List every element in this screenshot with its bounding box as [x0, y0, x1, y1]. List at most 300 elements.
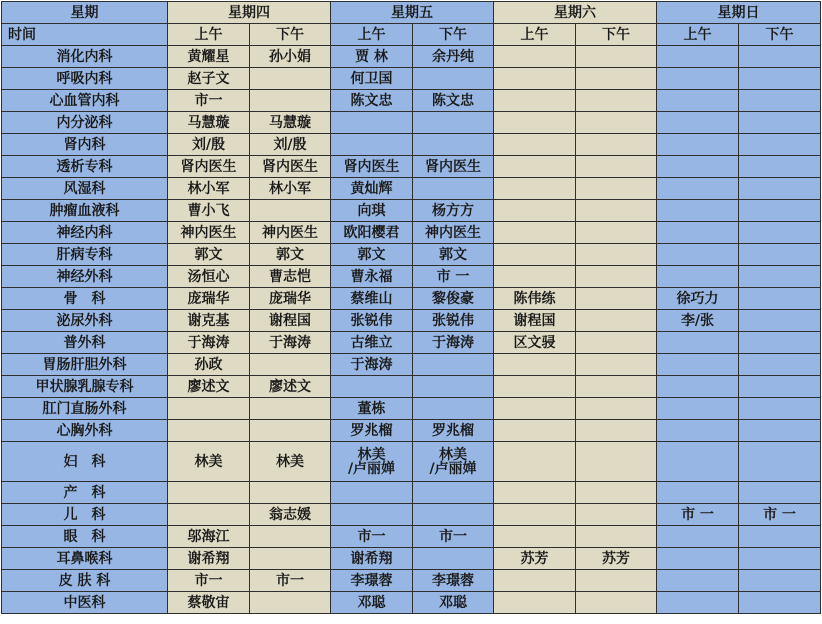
doctor-name: 郭文	[194, 246, 223, 263]
doctor-cell	[657, 442, 739, 482]
doctor-cell	[576, 46, 657, 68]
doctor-cell	[494, 570, 576, 592]
doctor-cell	[657, 266, 739, 288]
table-row	[2, 570, 821, 592]
doctor-name: 曹永福	[350, 268, 393, 285]
doctor-cell	[494, 178, 576, 200]
doctor-cell	[413, 266, 494, 288]
doctor-cell	[168, 288, 250, 310]
doctor-cell	[576, 592, 657, 614]
doctor-name: 林美	[194, 453, 223, 470]
doctor-cell	[250, 244, 331, 266]
doctor-name: 市 一	[681, 506, 714, 523]
doctor-cell	[168, 526, 250, 548]
doctor-cell	[168, 504, 250, 526]
doctor-name: 肾内医生	[343, 158, 400, 175]
day-header: 星期日	[657, 2, 821, 24]
doctor-cell	[168, 266, 250, 288]
doctor-name: 神内医生	[180, 224, 237, 241]
doctor-cell	[739, 482, 821, 504]
schedule-body	[2, 46, 821, 614]
doctor-cell	[331, 526, 413, 548]
doctor-cell	[576, 420, 657, 442]
doctor-cell	[250, 68, 331, 90]
doctor-name: 黎俊豪	[432, 290, 474, 307]
doctor-cell	[739, 354, 821, 376]
department-name: 肝病专科	[2, 244, 168, 266]
table-row	[2, 288, 821, 310]
table-row	[2, 266, 821, 288]
doctor-cell	[413, 222, 494, 244]
table-row	[2, 482, 821, 504]
doctor-name: 谢希翔	[187, 550, 230, 567]
doctor-name: 区文骎	[513, 334, 556, 351]
period-header: 下午	[413, 24, 494, 46]
doctor-cell	[331, 482, 413, 504]
table-row	[2, 112, 821, 134]
doctor-cell	[250, 420, 331, 442]
corner-weekday-label: 星期	[2, 2, 168, 24]
table-row	[2, 398, 821, 420]
doctor-name: 何卫国	[350, 70, 393, 87]
day-header: 星期六	[494, 2, 657, 24]
doctor-cell	[657, 46, 739, 68]
doctor-cell	[739, 90, 821, 112]
doctor-name: 蔡维山	[350, 290, 393, 307]
doctor-name: 肾内医生	[180, 158, 237, 175]
doctor-cell	[494, 310, 576, 332]
header-days-row	[2, 2, 821, 24]
doctor-cell	[413, 68, 494, 90]
table-row	[2, 178, 821, 200]
doctor-cell	[576, 266, 657, 288]
doctor-cell	[168, 222, 250, 244]
doctor-cell	[168, 178, 250, 200]
table-row	[2, 156, 821, 178]
doctor-cell	[168, 156, 250, 178]
doctor-cell	[494, 222, 576, 244]
doctor-cell	[739, 570, 821, 592]
doctor-name: 古维立	[350, 334, 393, 351]
doctor-cell	[739, 178, 821, 200]
department-name: 内分泌科	[2, 112, 168, 134]
department-name: 肛门直肠外科	[2, 398, 168, 420]
doctor-name: 李璟蓉	[350, 572, 393, 589]
doctor-cell	[413, 592, 494, 614]
doctor-cell	[739, 332, 821, 354]
doctor-cell	[331, 244, 413, 266]
doctor-cell	[331, 310, 413, 332]
doctor-name: 张锐伟	[432, 312, 474, 329]
doctor-cell	[331, 288, 413, 310]
doctor-cell	[250, 310, 331, 332]
doctor-name: 黄灿辉	[350, 180, 393, 197]
doctor-cell	[250, 376, 331, 398]
doctor-cell	[331, 134, 413, 156]
doctor-cell	[739, 398, 821, 420]
department-name: 呼吸内科	[2, 68, 168, 90]
period-header: 下午	[739, 24, 821, 46]
doctor-cell	[413, 526, 494, 548]
doctor-name: 市一	[439, 528, 467, 545]
doctor-name: 翁志媛	[269, 506, 311, 523]
doctor-cell	[168, 442, 250, 482]
doctor-cell	[494, 332, 576, 354]
day-header: 星期五	[331, 2, 494, 24]
doctor-cell	[494, 376, 576, 398]
doctor-cell	[657, 68, 739, 90]
doctor-name: 庞瑞华	[269, 290, 311, 307]
doctor-name: 林小军	[187, 180, 230, 197]
doctor-cell	[657, 376, 739, 398]
doctor-cell	[168, 420, 250, 442]
doctor-cell	[657, 504, 739, 526]
doctor-cell	[494, 526, 576, 548]
doctor-name: 董栋	[357, 400, 386, 417]
period-header: 下午	[250, 24, 331, 46]
doctor-cell	[413, 178, 494, 200]
doctor-name: 市 一	[436, 268, 470, 285]
table-row	[2, 134, 821, 156]
department-name: 中医科	[2, 592, 168, 614]
doctor-cell	[739, 200, 821, 222]
doctor-name: 廖述文	[187, 378, 230, 395]
doctor-name: 罗兆榴	[350, 422, 393, 439]
doctor-cell	[168, 134, 250, 156]
period-header: 下午	[576, 24, 657, 46]
doctor-name: 于海涛	[350, 356, 393, 373]
doctor-name: 陈文忠	[350, 92, 393, 109]
doctor-cell	[494, 266, 576, 288]
doctor-cell	[739, 504, 821, 526]
doctor-cell	[494, 46, 576, 68]
doctor-cell	[250, 200, 331, 222]
doctor-cell	[413, 354, 494, 376]
doctor-cell	[331, 570, 413, 592]
doctor-cell	[168, 570, 250, 592]
doctor-cell	[413, 482, 494, 504]
doctor-name: 神内医生	[425, 224, 481, 241]
table-row	[2, 376, 821, 398]
doctor-cell	[250, 112, 331, 134]
doctor-cell	[413, 90, 494, 112]
clinic-schedule-table	[1, 1, 821, 614]
doctor-name: 廖述文	[269, 378, 311, 395]
table-row	[2, 68, 821, 90]
doctor-cell	[494, 482, 576, 504]
doctor-cell	[250, 526, 331, 548]
doctor-cell	[494, 420, 576, 442]
doctor-cell	[250, 178, 331, 200]
doctor-cell	[331, 592, 413, 614]
table-row	[2, 420, 821, 442]
doctor-cell	[331, 376, 413, 398]
department-name: 胃肠肝胆外科	[2, 354, 168, 376]
doctor-cell	[739, 592, 821, 614]
doctor-name: 谢希翔	[350, 550, 393, 567]
doctor-cell	[250, 548, 331, 570]
doctor-cell	[576, 244, 657, 266]
doctor-cell	[576, 310, 657, 332]
doctor-cell	[250, 398, 331, 420]
doctor-cell	[739, 244, 821, 266]
doctor-cell	[576, 112, 657, 134]
doctor-cell	[739, 222, 821, 244]
doctor-name: 邓聪	[439, 594, 467, 611]
doctor-cell	[494, 592, 576, 614]
doctor-cell	[331, 354, 413, 376]
doctor-cell	[413, 244, 494, 266]
doctor-cell	[168, 90, 250, 112]
doctor-name: 庞瑞华	[187, 290, 230, 307]
doctor-cell	[739, 420, 821, 442]
doctor-cell	[331, 156, 413, 178]
doctor-cell	[657, 332, 739, 354]
doctor-cell	[331, 68, 413, 90]
doctor-cell	[168, 398, 250, 420]
doctor-cell	[413, 156, 494, 178]
doctor-cell	[413, 134, 494, 156]
doctor-cell	[739, 548, 821, 570]
doctor-cell	[331, 332, 413, 354]
doctor-cell	[413, 570, 494, 592]
doctor-cell	[657, 548, 739, 570]
doctor-name: 市一	[357, 528, 386, 545]
doctor-cell	[168, 68, 250, 90]
doctor-cell	[413, 548, 494, 570]
doctor-cell	[250, 288, 331, 310]
doctor-cell	[168, 592, 250, 614]
doctor-cell	[576, 288, 657, 310]
doctor-cell	[413, 310, 494, 332]
doctor-name: /卢丽婵	[347, 460, 396, 477]
table-row	[2, 332, 821, 354]
doctor-cell	[494, 68, 576, 90]
period-header: 上午	[494, 24, 576, 46]
department-name: 透析专科	[2, 156, 168, 178]
doctor-cell	[413, 332, 494, 354]
table-row	[2, 90, 821, 112]
doctor-cell	[168, 200, 250, 222]
doctor-cell	[331, 90, 413, 112]
doctor-cell	[168, 354, 250, 376]
doctor-cell	[657, 134, 739, 156]
doctor-cell	[331, 222, 413, 244]
table-row	[2, 354, 821, 376]
doctor-name: 林美	[357, 446, 386, 463]
doctor-name: 神内医生	[262, 224, 318, 241]
doctor-cell	[739, 134, 821, 156]
department-name: 妇 科	[2, 442, 168, 482]
doctor-cell	[576, 178, 657, 200]
department-name: 神经内科	[2, 222, 168, 244]
doctor-name: 林美	[276, 453, 304, 470]
doctor-cell	[168, 482, 250, 504]
doctor-cell	[168, 244, 250, 266]
doctor-name: 贾 林	[355, 48, 388, 65]
doctor-cell	[168, 310, 250, 332]
department-name: 神经外科	[2, 266, 168, 288]
doctor-name: 欧阳樱君	[343, 224, 400, 241]
doctor-cell	[657, 420, 739, 442]
doctor-cell	[250, 332, 331, 354]
doctor-name: 黄耀星	[187, 48, 230, 65]
doctor-cell	[657, 570, 739, 592]
doctor-cell	[331, 548, 413, 570]
doctor-name: 孙小娟	[269, 48, 311, 65]
doctor-cell	[739, 442, 821, 482]
doctor-cell	[494, 288, 576, 310]
doctor-name: 李/张	[680, 312, 715, 329]
doctor-cell	[494, 398, 576, 420]
doctor-cell	[657, 592, 739, 614]
doctor-cell	[739, 112, 821, 134]
department-name: 消化内科	[2, 46, 168, 68]
doctor-cell	[168, 376, 250, 398]
doctor-cell	[576, 200, 657, 222]
doctor-cell	[576, 482, 657, 504]
department-name: 普外科	[2, 332, 168, 354]
doctor-name: /卢丽婵	[429, 460, 477, 477]
table-row	[2, 46, 821, 68]
department-name: 肿瘤血液科	[2, 200, 168, 222]
table-row	[2, 200, 821, 222]
doctor-cell	[331, 266, 413, 288]
doctor-cell	[576, 548, 657, 570]
doctor-name: 谢程国	[269, 312, 311, 329]
doctor-name: 于海涛	[187, 334, 230, 351]
doctor-name: 孙政	[194, 356, 223, 373]
doctor-cell	[494, 548, 576, 570]
doctor-cell	[494, 504, 576, 526]
doctor-cell	[250, 266, 331, 288]
doctor-cell	[739, 68, 821, 90]
header-periods-row	[2, 24, 821, 46]
doctor-name: 邬海江	[187, 528, 230, 545]
doctor-cell	[657, 288, 739, 310]
doctor-name: 肾内医生	[262, 158, 318, 175]
doctor-cell	[657, 482, 739, 504]
corner-time-label: 时间	[2, 24, 168, 46]
doctor-cell	[657, 178, 739, 200]
doctor-cell	[576, 376, 657, 398]
doctor-name: 陈伟练	[513, 290, 556, 307]
doctor-name: 林美	[439, 446, 467, 463]
doctor-cell	[413, 200, 494, 222]
table-row	[2, 442, 821, 482]
doctor-cell	[739, 156, 821, 178]
doctor-name: 余丹纯	[432, 48, 474, 65]
doctor-name: 罗兆榴	[432, 422, 474, 439]
doctor-name: 徐巧力	[676, 290, 719, 307]
doctor-cell	[576, 222, 657, 244]
doctor-cell	[331, 178, 413, 200]
doctor-cell	[331, 398, 413, 420]
doctor-cell	[657, 222, 739, 244]
doctor-cell	[657, 398, 739, 420]
doctor-cell	[494, 90, 576, 112]
doctor-name: 郭文	[439, 246, 467, 263]
period-header: 上午	[657, 24, 739, 46]
doctor-name: 肾内医生	[425, 158, 481, 175]
department-name: 心胸外科	[2, 420, 168, 442]
period-header: 上午	[168, 24, 250, 46]
doctor-cell	[413, 420, 494, 442]
doctor-cell	[739, 310, 821, 332]
doctor-cell	[739, 288, 821, 310]
doctor-name: 市 一	[763, 506, 796, 523]
doctor-cell	[494, 244, 576, 266]
department-name: 心血管内科	[2, 90, 168, 112]
doctor-cell	[657, 310, 739, 332]
doctor-cell	[250, 592, 331, 614]
doctor-cell	[250, 570, 331, 592]
doctor-cell	[494, 112, 576, 134]
table-row	[2, 504, 821, 526]
doctor-cell	[739, 266, 821, 288]
doctor-cell	[739, 376, 821, 398]
doctor-cell	[576, 90, 657, 112]
doctor-cell	[168, 46, 250, 68]
department-name: 儿 科	[2, 504, 168, 526]
doctor-name: 马慧璇	[187, 114, 230, 131]
doctor-name: 于海涛	[269, 334, 311, 351]
table-row	[2, 244, 821, 266]
doctor-name: 郭文	[357, 246, 386, 263]
doctor-cell	[250, 156, 331, 178]
doctor-cell	[576, 134, 657, 156]
doctor-name: 于海涛	[432, 334, 474, 351]
doctor-cell	[657, 526, 739, 548]
doctor-name: 苏芳	[520, 550, 549, 567]
doctor-cell	[739, 46, 821, 68]
doctor-cell	[413, 442, 494, 482]
doctor-cell	[657, 112, 739, 134]
doctor-name: 市一	[194, 92, 223, 109]
doctor-name: 陈文忠	[432, 92, 474, 109]
doctor-cell	[576, 332, 657, 354]
doctor-cell	[413, 288, 494, 310]
doctor-name: 刘/殷	[273, 136, 307, 153]
day-header: 星期四	[168, 2, 331, 24]
doctor-name: 谢程国	[513, 312, 556, 329]
doctor-name: 蔡敬宙	[187, 594, 230, 611]
doctor-name: 赵子文	[187, 70, 230, 87]
table-row	[2, 592, 821, 614]
doctor-name: 杨方方	[432, 202, 474, 219]
doctor-cell	[494, 442, 576, 482]
doctor-cell	[250, 134, 331, 156]
doctor-cell	[576, 354, 657, 376]
doctor-cell	[413, 376, 494, 398]
doctor-cell	[576, 68, 657, 90]
period-header: 上午	[331, 24, 413, 46]
department-name: 风湿科	[2, 178, 168, 200]
doctor-cell	[413, 46, 494, 68]
doctor-cell	[413, 398, 494, 420]
doctor-cell	[576, 156, 657, 178]
doctor-cell	[413, 504, 494, 526]
doctor-name: 林小军	[269, 180, 311, 197]
doctor-cell	[657, 244, 739, 266]
table-row	[2, 548, 821, 570]
doctor-name: 谢克基	[187, 312, 230, 329]
doctor-cell	[331, 112, 413, 134]
doctor-cell	[250, 46, 331, 68]
doctor-cell	[657, 90, 739, 112]
doctor-name: 刘/殷	[191, 136, 226, 153]
doctor-cell	[168, 548, 250, 570]
